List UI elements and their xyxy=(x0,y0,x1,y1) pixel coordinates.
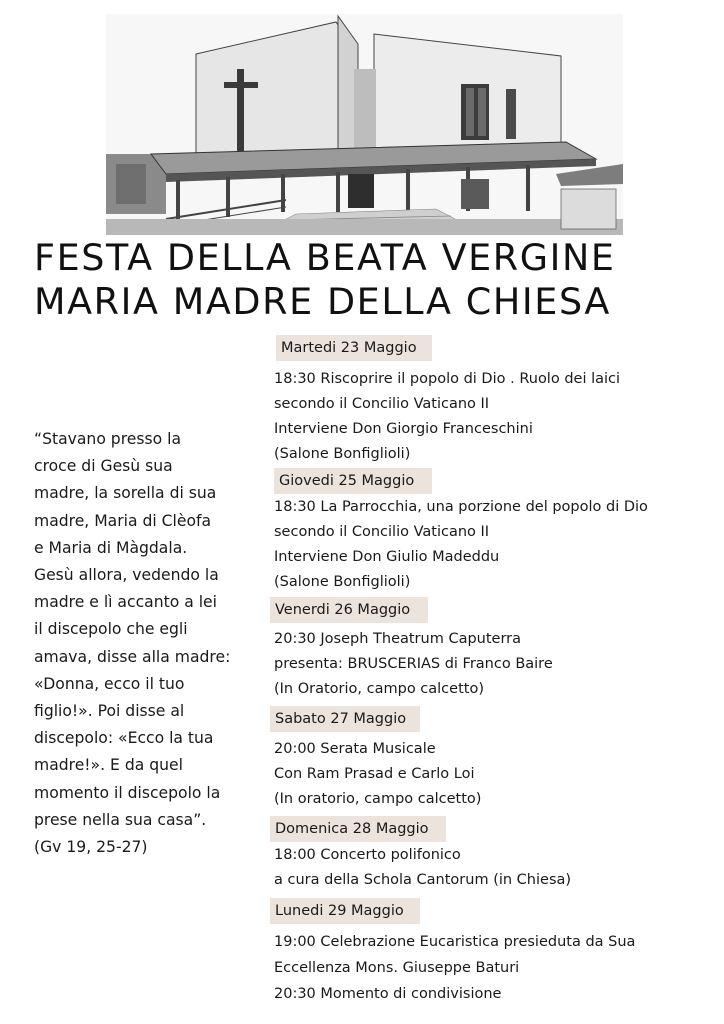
event-line: a cura della Schola Cantorum (in Chiesa) xyxy=(274,872,572,888)
event-line: secondo il Concilio Vaticano II xyxy=(274,396,490,412)
quote-citation: (Gv 19, 25-27) xyxy=(34,838,148,857)
title-line-1: FESTA DELLA BEATA VERGINE xyxy=(34,236,616,279)
event-line: Interviene Don Giorgio Franceschini xyxy=(274,421,533,437)
quote-line: discepolo: «Ecco la tua xyxy=(34,729,214,748)
quote-line: e Maria di Màgdala. xyxy=(34,538,188,557)
quote-line: madre, la sorella di sua xyxy=(34,484,217,503)
quote-line: Gesù allora, vedendo la xyxy=(34,566,219,585)
quote-line: amava, disse alla madre: xyxy=(34,647,231,666)
event-line: 18:30 La Parrocchia, una porzione del popolo di Dio xyxy=(274,499,648,515)
title-line-2: MARIA MADRE DELLA CHIESA xyxy=(34,280,611,323)
event-line: presenta: BRUSCERIAS di Franco Baire xyxy=(274,656,553,672)
event-line: (In oratorio, campo calcetto) xyxy=(274,791,482,807)
page-title xyxy=(34,236,704,324)
event-line: Con Ram Prasad e Carlo Loi xyxy=(274,766,475,782)
event-line: (In Oratorio, campo calcetto) xyxy=(274,681,484,697)
church-illustration xyxy=(106,14,623,235)
event-line: 20:30 Momento di condivisione xyxy=(274,986,502,1002)
quote-line: prese nella sua casa”. xyxy=(34,810,207,829)
event-date-badge: Giovedi 25 Maggio xyxy=(274,468,432,494)
event-date-badge: Lunedi 29 Maggio xyxy=(270,898,420,924)
event-line: Eccellenza Mons. Giuseppe Baturi xyxy=(274,960,520,976)
gospel-quote xyxy=(34,426,266,861)
quote-line: figlio!». Poi disse al xyxy=(34,702,185,721)
event-date-badge: Sabato 27 Maggio xyxy=(270,706,420,732)
quote-line: madre!». E da quel xyxy=(34,756,183,775)
quote-line: madre, Maria di Clèofa xyxy=(34,511,212,530)
event-line: 20:30 Joseph Theatrum Caputerra xyxy=(274,631,522,647)
event-date-badge: Venerdi 26 Maggio xyxy=(270,597,428,623)
event-line: secondo il Concilio Vaticano II xyxy=(274,524,490,540)
quote-line: “Stavano presso la xyxy=(34,430,182,448)
quote-line: madre e lì accanto a lei xyxy=(34,593,217,612)
church-photo xyxy=(106,14,623,235)
event-line: 20:00 Serata Musicale xyxy=(274,741,436,757)
quote-line: croce di Gesù sua xyxy=(34,457,173,476)
event-date-badge: Domenica 28 Maggio xyxy=(270,816,446,842)
event-date-badge: Martedi 23 Maggio xyxy=(276,335,432,361)
event-line: (Salone Bonfiglioli) xyxy=(274,574,411,590)
event-line: (Salone Bonfiglioli) xyxy=(274,446,411,462)
quote-line: il discepolo che egli xyxy=(34,620,188,639)
event-line: 18:30 Riscoprire il popolo di Dio . Ruolo dei laici xyxy=(274,371,621,387)
event-line: Interviene Don Giulio Madeddu xyxy=(274,549,500,565)
quote-line: momento il discepolo la xyxy=(34,783,221,802)
event-line: 18:00 Concerto polifonico xyxy=(274,847,461,863)
quote-line: «Donna, ecco il tuo xyxy=(34,674,185,693)
event-line: 19:00 Celebrazione Eucaristica presieduta da Sua xyxy=(274,934,636,950)
